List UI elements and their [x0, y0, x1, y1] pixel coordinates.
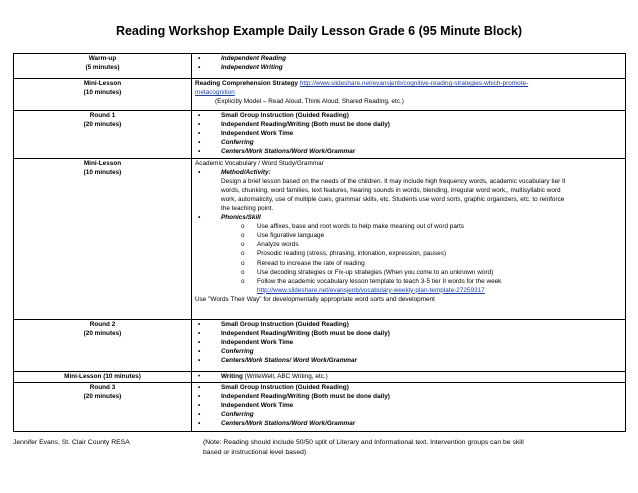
page-title: Reading Workshop Example Daily Lesson Grade 6 (95 Minute Block)	[115, 24, 523, 38]
list-item: • Independent Work Time	[195, 129, 622, 138]
footer-note	[203, 438, 625, 458]
list-item: • Independent Work Time	[195, 401, 622, 410]
vocabulary-heading: Academic Vocabulary / Word Study/Grammar	[195, 160, 324, 167]
footer-note-line: based or instructional level based)	[203, 449, 307, 456]
list-item: • Centers/Work Stations/Word Work/Grammar	[195, 419, 622, 428]
table-row-mini-lesson-vocabulary	[14, 159, 626, 320]
words-their-way-note: Use "Words Their Way" for developmentally appropriate word sorts and development	[195, 295, 435, 303]
method-label: • Method/Activity:	[195, 168, 622, 177]
list-item: • Independent Writing	[195, 63, 622, 72]
list-item: • Independent Reading/Writing (Both must be done daily)	[195, 120, 622, 129]
phonics-item: o Reread to increase the rate of reading	[195, 259, 622, 268]
block-duration: (10 minutes)	[83, 169, 122, 177]
table-row-round-2	[14, 320, 626, 372]
activity-cell	[192, 320, 626, 372]
block-name: Round 3	[89, 384, 116, 391]
block-duration: (5 minutes)	[85, 64, 120, 72]
activity-cell	[192, 54, 626, 79]
strategy-label: Reading Comprehension Strategy	[195, 80, 298, 87]
strategy-note: (Explicitly Model – Read Aloud, Think Aloud, Shared Reading, etc.)	[215, 98, 404, 106]
activity-cell	[192, 159, 626, 320]
time-block-cell	[14, 54, 192, 79]
phonics-label: • Phonics/Skill	[195, 213, 622, 222]
block-name: Round 2	[89, 321, 116, 328]
phonics-item: o Follow the academic vocabulary lesson template to teach 3-5 tier II words for the week	[195, 277, 622, 286]
time-block-cell	[14, 111, 192, 159]
list-item: • Independent Reading	[195, 54, 622, 63]
time-block-cell	[14, 383, 192, 432]
list-item: • Centers/Work Stations/Word Work/Grammar	[195, 147, 622, 156]
list-item: • Independent Reading/Writing (Both must be done daily)	[195, 329, 622, 338]
footer-author: Jennifer Evans, St. Clair County RESA	[13, 439, 130, 446]
block-name: Round 1	[89, 112, 116, 119]
time-block-cell	[14, 320, 192, 372]
block-name: Mini-Lesson	[83, 80, 122, 87]
method-line: the teaching point.	[221, 205, 274, 213]
phonics-item: o Use figurative language	[195, 231, 622, 240]
time-block-cell	[14, 79, 192, 111]
strategy-link[interactable]: http://www.slideshare.net/evansjenb/cognitive-reading-strategies-which-promote-	[299, 80, 529, 87]
method-line: work, automaticity, use of multiple cues, grammar skills, etc. Students use word sorts, graphic organizers, etc. to reinforce	[221, 196, 565, 204]
phonics-item: o Use decoding strategies or Fix-up strategies (When you come to an unknown word)	[195, 268, 622, 277]
activity-cell	[192, 383, 626, 432]
activity-cell	[192, 372, 626, 383]
block-name: Warm-up	[88, 55, 117, 62]
table-row-mini-lesson-comprehension	[14, 79, 626, 111]
block-name: Mini-Lesson (10 minutes)	[64, 373, 141, 380]
phonics-item: o Analyze words	[195, 240, 622, 249]
list-item: • Conferring	[195, 347, 622, 356]
list-item: • Independent Work Time	[195, 338, 622, 347]
list-item: • Conferring	[195, 138, 622, 147]
list-item: • Independent Reading/Writing (Both must be done daily)	[195, 392, 622, 401]
method-line: Design a brief lesson based on the needs of the children. It may include high frequency words, academic vocabulary tier II	[221, 178, 566, 186]
table-row-mini-lesson-writing	[14, 372, 626, 383]
writing-label: Writing	[221, 373, 243, 380]
time-block-cell	[14, 372, 192, 383]
method-line: words, chunking, word families, text features, hearing sounds in words, blending, irregular word work,, multisyllabic word	[221, 187, 561, 195]
vocabulary-template-link[interactable]: http://www.slideshare.net/evansjenb/vocabulary-weekly-plan-template-27259317	[257, 286, 485, 294]
footer-note-line: (Note: Reading should include 50/50 split of Literary and Informational text. Intervention groups can be skill	[203, 439, 524, 446]
list-item: • Small Group Instruction (Guided Reading)	[195, 383, 622, 392]
block-duration: (20 minutes)	[83, 330, 122, 338]
block-duration: (20 minutes)	[83, 393, 122, 401]
table-row-round-1	[14, 111, 626, 159]
phonics-item: o Use affixes, base and root words to help make meaning out of word parts	[195, 222, 622, 231]
block-name: Mini-Lesson	[83, 160, 122, 167]
list-item: • Conferring	[195, 410, 622, 419]
writing-detail: (WriteWell, ABC Writing, etc.)	[242, 373, 328, 380]
activity-cell	[192, 79, 626, 111]
block-duration: (20 minutes)	[83, 121, 122, 129]
time-block-cell	[14, 159, 192, 320]
phonics-item: o Prosodic reading (stress, phrasing, intonation, expression, pauses)	[195, 249, 622, 258]
table-row-round-3	[14, 383, 626, 432]
list-item: • Centers/Work Stations/ Word Work/Grammar	[195, 356, 622, 365]
activity-cell	[192, 111, 626, 159]
table-row-warmup	[14, 54, 626, 79]
strategy-link-continued[interactable]: metacognition	[195, 89, 235, 97]
list-item: • Small Group Instruction (Guided Reading)	[195, 111, 622, 120]
lesson-plan-table	[13, 53, 626, 432]
list-item: • Small Group Instruction (Guided Reading)	[195, 320, 622, 329]
block-duration: (10 minutes)	[83, 89, 122, 97]
